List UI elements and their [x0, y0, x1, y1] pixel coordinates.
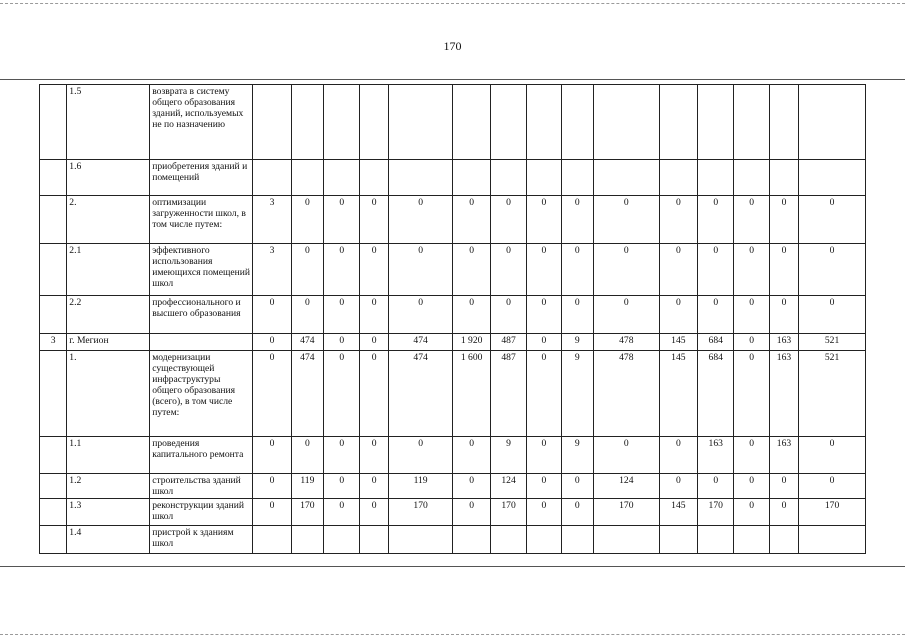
- value-cell: 0: [253, 351, 291, 437]
- row-index-cell: [40, 296, 67, 334]
- value-cell: 0: [561, 499, 593, 526]
- value-cell: [659, 85, 697, 160]
- table-row: [40, 526, 866, 554]
- table-row: [40, 474, 866, 499]
- value-cell: [360, 526, 388, 554]
- value-cell: 0: [769, 499, 798, 526]
- row-description-cell: модернизации существующей инфраструктуры общего образования (всего), в том числе путем:: [150, 351, 253, 437]
- row-index-cell: [40, 196, 67, 244]
- value-cell: [769, 526, 798, 554]
- value-cell: 0: [734, 244, 769, 296]
- value-cell: [527, 160, 561, 196]
- value-cell: 0: [324, 351, 360, 437]
- value-cell: [734, 526, 769, 554]
- value-cell: 0: [388, 437, 453, 474]
- value-cell: 0: [734, 474, 769, 499]
- value-cell: [561, 85, 593, 160]
- value-cell: 0: [453, 296, 490, 334]
- value-cell: [388, 160, 453, 196]
- value-cell: [253, 85, 291, 160]
- value-cell: 521: [799, 351, 866, 437]
- value-cell: 163: [769, 334, 798, 351]
- value-cell: [490, 160, 526, 196]
- value-cell: 0: [324, 437, 360, 474]
- row-description-cell: приобретения зданий и помещений: [150, 160, 253, 196]
- row-description-cell: профессионального и высшего образования: [150, 296, 253, 334]
- value-cell: [659, 526, 697, 554]
- value-cell: 0: [291, 296, 323, 334]
- value-cell: 3: [253, 244, 291, 296]
- value-cell: 170: [490, 499, 526, 526]
- value-cell: [698, 85, 734, 160]
- value-cell: 0: [253, 474, 291, 499]
- table-row: [40, 296, 866, 334]
- value-cell: 487: [490, 351, 526, 437]
- value-cell: [593, 85, 659, 160]
- value-cell: 0: [291, 437, 323, 474]
- value-cell: 0: [769, 296, 798, 334]
- value-cell: 124: [593, 474, 659, 499]
- top-rule: [0, 79, 905, 80]
- value-cell: [593, 160, 659, 196]
- value-cell: [527, 85, 561, 160]
- value-cell: 0: [453, 474, 490, 499]
- data-table: [39, 84, 866, 554]
- scan-edge-top: [0, 3, 905, 4]
- value-cell: 0: [659, 196, 697, 244]
- value-cell: 145: [659, 334, 697, 351]
- value-cell: 170: [593, 499, 659, 526]
- value-cell: 474: [388, 334, 453, 351]
- value-cell: [253, 160, 291, 196]
- value-cell: 521: [799, 334, 866, 351]
- value-cell: 0: [734, 196, 769, 244]
- value-cell: 0: [593, 296, 659, 334]
- table-row: [40, 85, 866, 160]
- value-cell: 0: [659, 474, 697, 499]
- row-number-cell: 1.5: [67, 85, 150, 160]
- value-cell: [769, 85, 798, 160]
- value-cell: 0: [734, 437, 769, 474]
- value-cell: [291, 160, 323, 196]
- value-cell: 487: [490, 334, 526, 351]
- value-cell: 163: [769, 351, 798, 437]
- value-cell: 0: [527, 351, 561, 437]
- value-cell: 170: [799, 499, 866, 526]
- value-cell: 9: [561, 437, 593, 474]
- value-cell: 0: [698, 474, 734, 499]
- value-cell: 0: [360, 437, 388, 474]
- value-cell: [490, 85, 526, 160]
- row-number-cell: 1.2: [67, 474, 150, 499]
- value-cell: 0: [593, 244, 659, 296]
- table-row: [40, 351, 866, 437]
- table-row: [40, 334, 866, 351]
- value-cell: [253, 526, 291, 554]
- value-cell: [799, 160, 866, 196]
- row-description-cell: возврата в систему общего образования зданий, используемых не по назначению: [150, 85, 253, 160]
- value-cell: 0: [698, 296, 734, 334]
- value-cell: [698, 160, 734, 196]
- value-cell: 0: [527, 244, 561, 296]
- value-cell: 0: [360, 296, 388, 334]
- value-cell: 0: [799, 244, 866, 296]
- value-cell: [561, 160, 593, 196]
- value-cell: 145: [659, 351, 697, 437]
- row-description-cell: оптимизации загруженности школ, в том числе путем:: [150, 196, 253, 244]
- value-cell: 0: [734, 499, 769, 526]
- value-cell: 684: [698, 351, 734, 437]
- row-description-cell: реконструкции зданий школ: [150, 499, 253, 526]
- value-cell: [734, 85, 769, 160]
- value-cell: 474: [291, 334, 323, 351]
- value-cell: [324, 526, 360, 554]
- value-cell: 0: [698, 196, 734, 244]
- value-cell: 0: [659, 296, 697, 334]
- row-index-cell: [40, 474, 67, 499]
- row-index-cell: [40, 85, 67, 160]
- value-cell: 119: [291, 474, 323, 499]
- value-cell: 0: [388, 196, 453, 244]
- value-cell: [527, 526, 561, 554]
- value-cell: 0: [734, 351, 769, 437]
- row-number-cell: г. Мегион: [67, 334, 150, 351]
- bottom-rule: [0, 566, 905, 567]
- value-cell: 0: [253, 296, 291, 334]
- value-cell: 170: [291, 499, 323, 526]
- row-number-cell: 2.: [67, 196, 150, 244]
- row-index-cell: [40, 499, 67, 526]
- value-cell: [324, 85, 360, 160]
- value-cell: 0: [490, 196, 526, 244]
- value-cell: 0: [527, 474, 561, 499]
- value-cell: 0: [291, 244, 323, 296]
- row-number-cell: 1.3: [67, 499, 150, 526]
- value-cell: 0: [360, 351, 388, 437]
- table-body: [40, 85, 866, 554]
- value-cell: 119: [388, 474, 453, 499]
- row-index-cell: [40, 351, 67, 437]
- table-row: [40, 160, 866, 196]
- table-row: [40, 244, 866, 296]
- value-cell: 0: [253, 437, 291, 474]
- value-cell: 0: [527, 437, 561, 474]
- value-cell: 0: [593, 196, 659, 244]
- value-cell: [453, 526, 490, 554]
- row-description-cell: проведения капитального ремонта: [150, 437, 253, 474]
- value-cell: 0: [453, 499, 490, 526]
- value-cell: [360, 160, 388, 196]
- value-cell: 0: [561, 196, 593, 244]
- value-cell: 0: [360, 499, 388, 526]
- row-index-cell: [40, 160, 67, 196]
- value-cell: [698, 526, 734, 554]
- row-description-cell: [150, 334, 253, 351]
- value-cell: [769, 160, 798, 196]
- table-row: [40, 499, 866, 526]
- value-cell: [490, 526, 526, 554]
- value-cell: 474: [291, 351, 323, 437]
- row-index-cell: [40, 244, 67, 296]
- value-cell: [453, 160, 490, 196]
- value-cell: 0: [561, 296, 593, 334]
- row-description-cell: строительства зданий школ: [150, 474, 253, 499]
- value-cell: [561, 526, 593, 554]
- value-cell: 478: [593, 351, 659, 437]
- value-cell: 0: [561, 244, 593, 296]
- row-number-cell: 2.1: [67, 244, 150, 296]
- value-cell: 0: [799, 474, 866, 499]
- value-cell: 0: [253, 334, 291, 351]
- value-cell: 0: [324, 244, 360, 296]
- value-cell: 1 920: [453, 334, 490, 351]
- table-row: [40, 196, 866, 244]
- value-cell: 0: [734, 296, 769, 334]
- value-cell: [360, 85, 388, 160]
- value-cell: 163: [769, 437, 798, 474]
- row-number-cell: 2.2: [67, 296, 150, 334]
- value-cell: 0: [799, 437, 866, 474]
- value-cell: 0: [324, 196, 360, 244]
- row-index-cell: [40, 526, 67, 554]
- value-cell: 0: [698, 244, 734, 296]
- value-cell: [453, 85, 490, 160]
- value-cell: 0: [453, 437, 490, 474]
- value-cell: 0: [527, 296, 561, 334]
- value-cell: 0: [593, 437, 659, 474]
- scan-edge-bottom: [0, 634, 905, 635]
- value-cell: 170: [698, 499, 734, 526]
- value-cell: 0: [324, 334, 360, 351]
- row-description-cell: пристрой к зданиям школ: [150, 526, 253, 554]
- value-cell: 0: [659, 244, 697, 296]
- value-cell: 0: [527, 499, 561, 526]
- value-cell: [799, 85, 866, 160]
- value-cell: 0: [490, 244, 526, 296]
- value-cell: [734, 160, 769, 196]
- row-description-cell: эффективного использования имеющихся помещений школ: [150, 244, 253, 296]
- value-cell: 9: [561, 334, 593, 351]
- value-cell: 0: [659, 437, 697, 474]
- value-cell: 163: [698, 437, 734, 474]
- row-number-cell: 1.1: [67, 437, 150, 474]
- value-cell: [388, 85, 453, 160]
- value-cell: [291, 526, 323, 554]
- value-cell: 0: [324, 474, 360, 499]
- value-cell: 0: [799, 196, 866, 244]
- value-cell: [388, 526, 453, 554]
- table-row: [40, 437, 866, 474]
- value-cell: 684: [698, 334, 734, 351]
- value-cell: 3: [253, 196, 291, 244]
- value-cell: 0: [799, 296, 866, 334]
- value-cell: 0: [453, 196, 490, 244]
- value-cell: 145: [659, 499, 697, 526]
- row-number-cell: 1.6: [67, 160, 150, 196]
- value-cell: [291, 85, 323, 160]
- value-cell: 170: [388, 499, 453, 526]
- value-cell: 0: [769, 196, 798, 244]
- value-cell: 0: [388, 244, 453, 296]
- value-cell: 0: [360, 474, 388, 499]
- value-cell: 0: [527, 334, 561, 351]
- row-index-cell: 3: [40, 334, 67, 351]
- value-cell: 1 600: [453, 351, 490, 437]
- value-cell: [593, 526, 659, 554]
- value-cell: [659, 160, 697, 196]
- value-cell: 0: [453, 244, 490, 296]
- value-cell: 0: [253, 499, 291, 526]
- value-cell: 0: [324, 296, 360, 334]
- value-cell: 9: [490, 437, 526, 474]
- value-cell: 0: [360, 334, 388, 351]
- value-cell: 0: [388, 296, 453, 334]
- value-cell: 0: [734, 334, 769, 351]
- value-cell: 0: [769, 474, 798, 499]
- value-cell: 0: [561, 474, 593, 499]
- value-cell: [799, 526, 866, 554]
- value-cell: 478: [593, 334, 659, 351]
- page-number: 170: [443, 39, 462, 53]
- value-cell: 0: [291, 196, 323, 244]
- value-cell: 0: [527, 196, 561, 244]
- row-index-cell: [40, 437, 67, 474]
- value-cell: 9: [561, 351, 593, 437]
- row-number-cell: 1.4: [67, 526, 150, 554]
- value-cell: 0: [769, 244, 798, 296]
- value-cell: 124: [490, 474, 526, 499]
- row-number-cell: 1.: [67, 351, 150, 437]
- value-cell: 0: [490, 296, 526, 334]
- value-cell: [324, 160, 360, 196]
- value-cell: 0: [360, 244, 388, 296]
- value-cell: 0: [324, 499, 360, 526]
- value-cell: 0: [360, 196, 388, 244]
- value-cell: 474: [388, 351, 453, 437]
